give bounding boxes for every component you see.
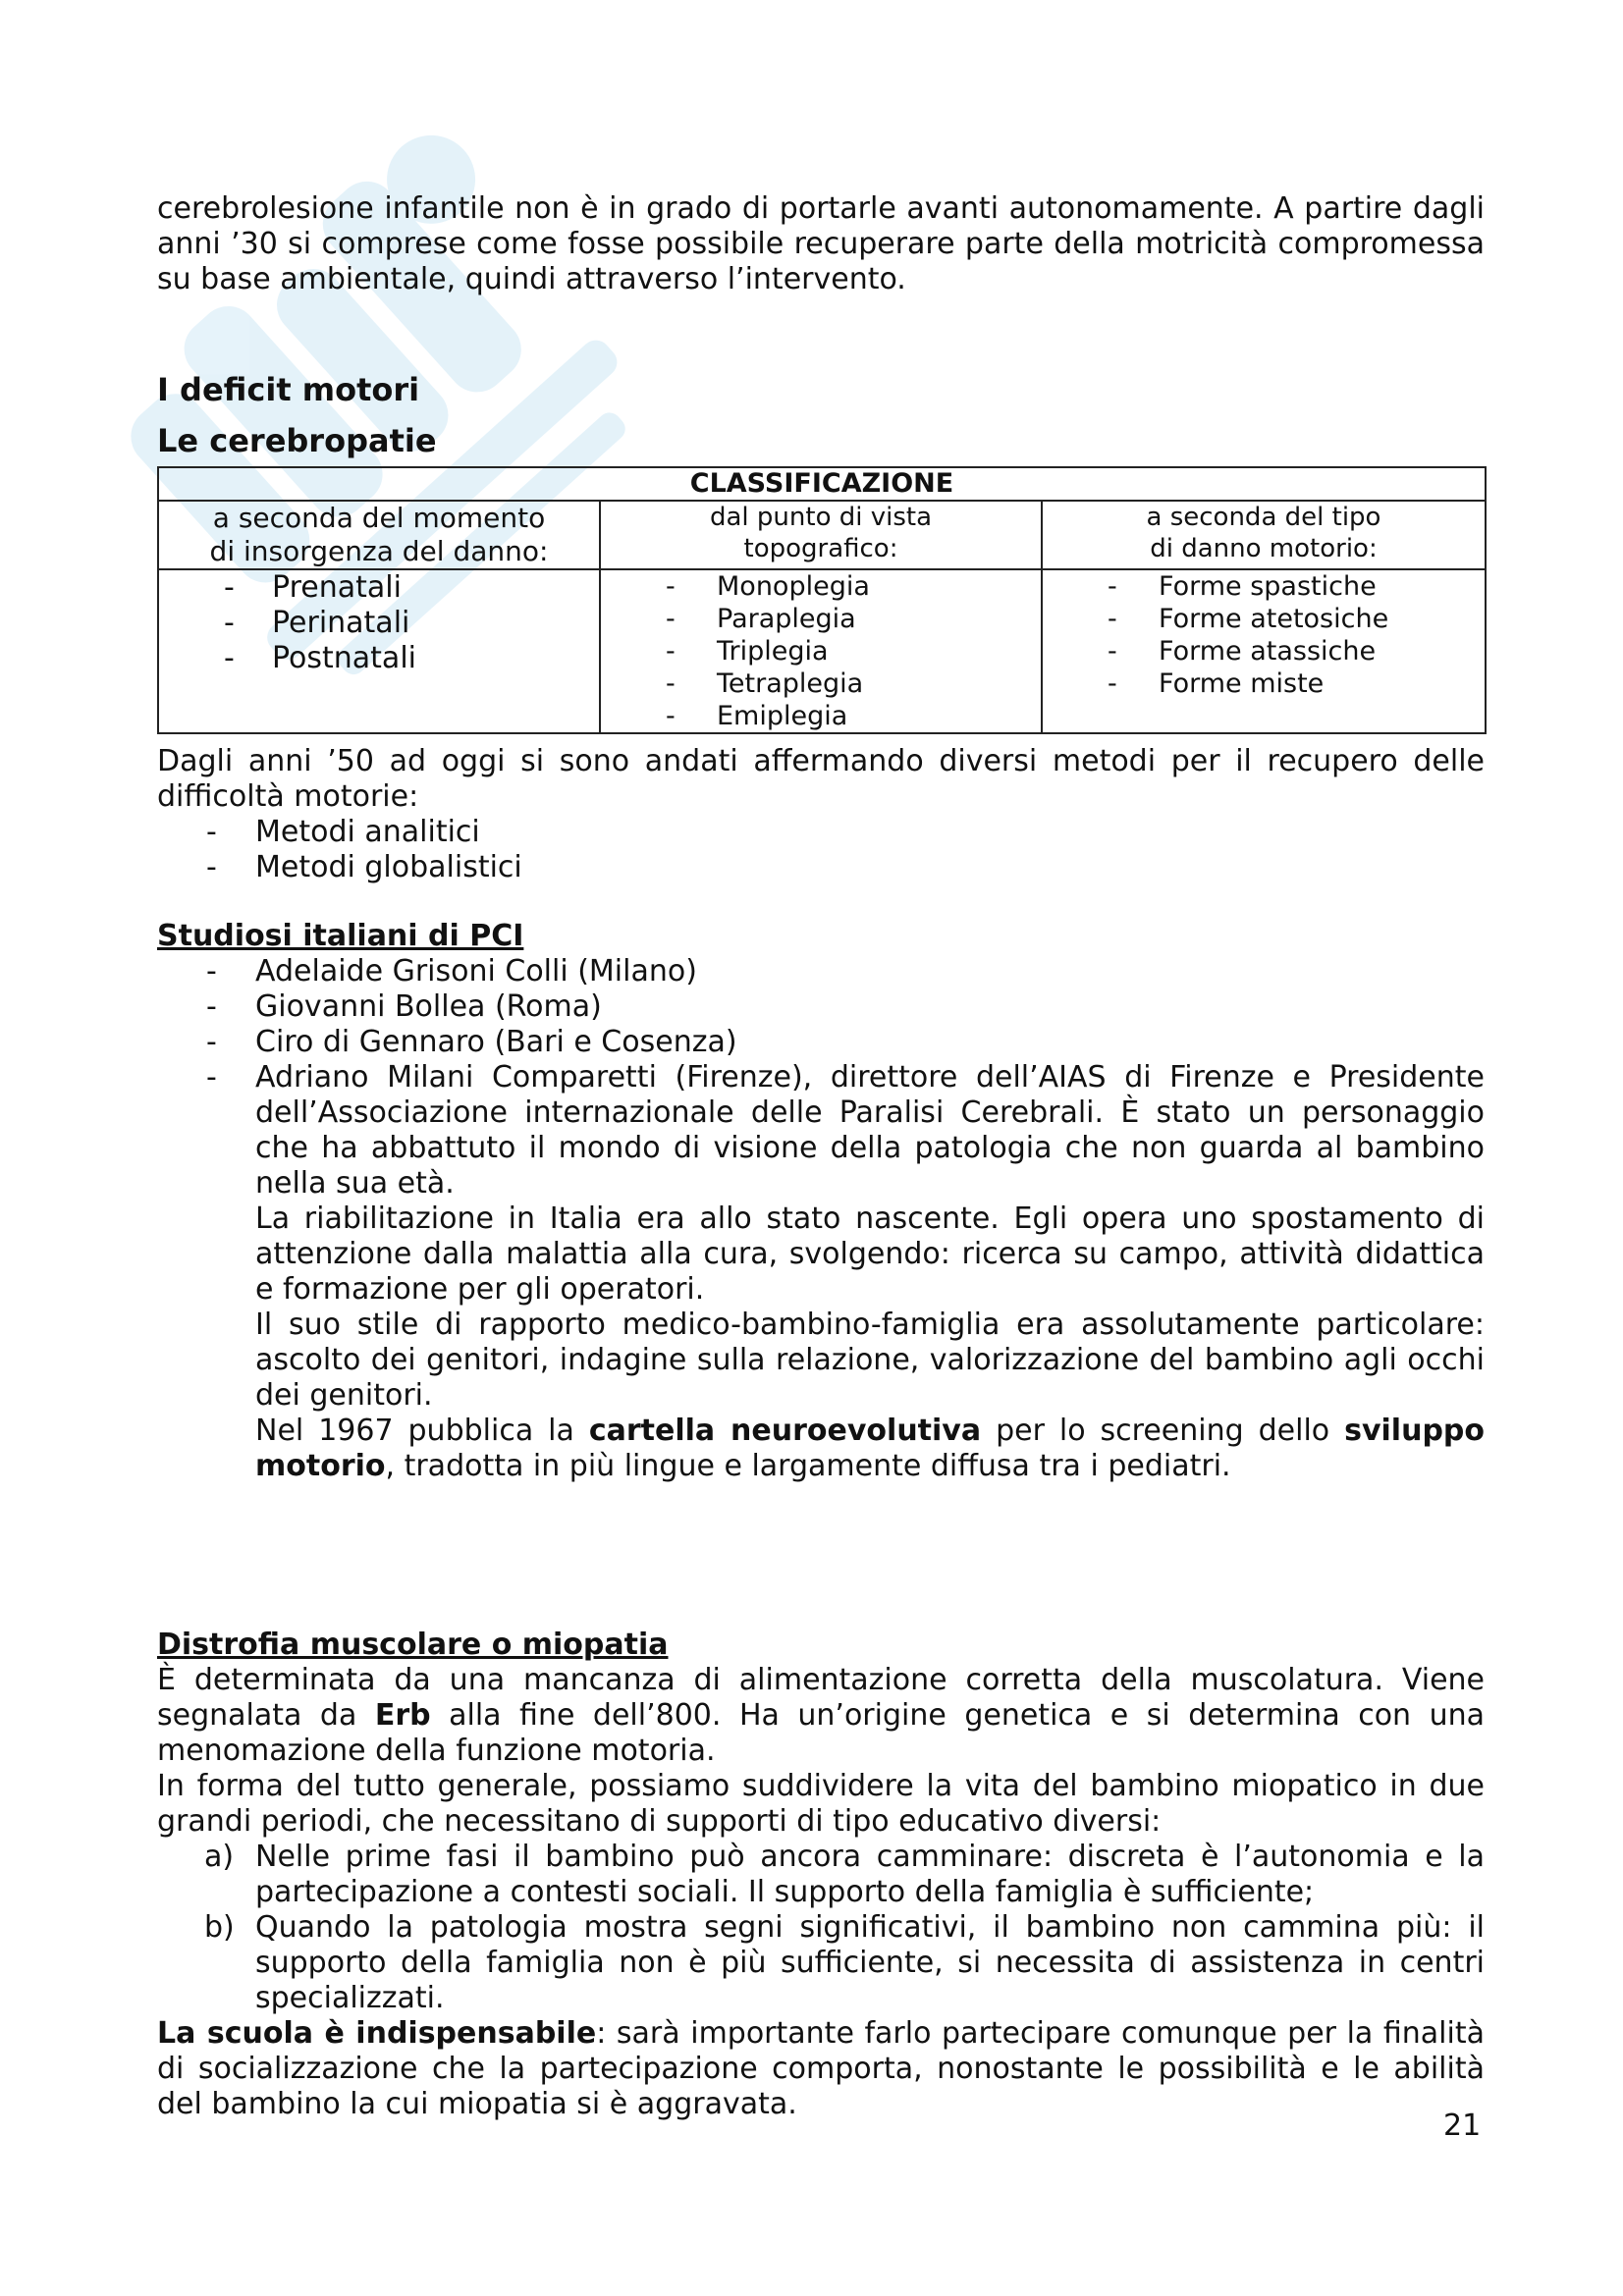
list-item: - Tetraplegia: [666, 668, 864, 699]
studiosi-paragraph-2: Il suo stile di rapporto medico-bambino-famiglia era assolutamente particolare: ascolto dei genitori, indagine sulla relazione, valorizzazione del bambino agli occhi dei genitori.: [255, 1308, 1485, 1413]
list-item: - Giovanni Bollea (Roma): [206, 989, 602, 1024]
methods-list: [157, 815, 1485, 885]
list-item: - Perinatali: [224, 606, 410, 640]
page-number: 21: [1443, 2109, 1482, 2143]
list-item: - Forme atetosiche: [1108, 604, 1389, 634]
classification-table: [157, 466, 1487, 734]
list-item: - Metodi globalistici: [206, 850, 522, 884]
col2-header: dal punto di vista topografico:: [600, 501, 1042, 569]
studiosi-list: [157, 954, 1485, 1201]
methods-paragraph: Dagli anni ’50 ad oggi si sono andati affermando diversi metodi per il recupero delle difficoltà motorie:: [157, 744, 1485, 814]
list-item: - Forme miste: [1108, 668, 1325, 699]
distrofia-heading: Distrofia muscolare o miopatia: [157, 1628, 669, 1662]
col3-cell: [1042, 569, 1486, 733]
studiosi-heading: Studiosi italiani di PCI: [157, 919, 524, 953]
distrofia-paragraph-3: La scuola è indispensabile: sarà importante farlo partecipare comunque per la finalità di socializzazione che la partecipazione comporta, nonostante le possibilità e le abilità del bambino la cui miopatia si è aggravata.: [157, 2016, 1485, 2121]
section-subtitle-cerebropatie: Le cerebropatie: [157, 422, 437, 459]
distrofia-list: [157, 1840, 1485, 2016]
distrofia-paragraph-2: In forma del tutto generale, possiamo suddividere la vita del bambino miopatico in due grandi periodi, che necessitano di supporti di tipo educativo diversi:: [157, 1769, 1485, 1839]
distrofia-paragraph-1: È determinata da una mancanza di alimentazione corretta della muscolatura. Viene segnalata da Erb alla fine dell’800. Ha un’origine genetica e si determina con una menomazione della funzione motoria.: [157, 1663, 1485, 1768]
list-item: - Forme atassiche: [1108, 636, 1377, 667]
bold-term: Erb: [374, 1698, 431, 1733]
list-item: - Adelaide Grisoni Colli (Milano): [206, 954, 697, 988]
table-title: CLASSIFICAZIONE: [158, 467, 1486, 501]
list-item: - Emiplegia: [666, 701, 848, 731]
col3-header: a seconda del tipo di danno motorio:: [1042, 501, 1486, 569]
list-item: - Adriano Milani Comparetti (Firenze), direttore dell’AIAS di Firenze e Presidente dell’Associazione internazionale delle Paralisi Cerebrali. È stato un personaggio che ha abbattuto il mondo di visione della patologia che non guarda al bambino nella sua età.: [206, 1060, 1485, 1201]
list-item: - Metodi analitici: [206, 815, 480, 849]
bold-term: sviluppo motorio: [255, 1414, 1486, 1483]
col2-cell: [600, 569, 1042, 733]
page-content: [157, 191, 1485, 2122]
studiosi-paragraph-1: La riabilitazione in Italia era allo stato nascente. Egli opera uno spostamento di attenzione dalla malattia alla cura, svolgendo: ricerca su campo, attività didattica e formazione per gli operatori.: [255, 1201, 1485, 1307]
list-item: - Monoplegia: [666, 571, 870, 602]
section-title-deficit: I deficit motori: [157, 371, 420, 408]
col1-header: a seconda del momento di insorgenza del danno:: [158, 501, 600, 569]
bold-term: cartella neuroevolutiva: [588, 1414, 982, 1448]
list-item: - Triplegia: [666, 636, 829, 667]
list-item: - Postnatali: [224, 641, 416, 675]
list-item: - Ciro di Gennaro (Bari e Cosenza): [206, 1025, 737, 1059]
list-item: b) Quando la patologia mostra segni significativi, il bambino non cammina più: il supporto della famiglia non è più sufficiente, si necessita di assistenza in centri specializzati.: [204, 1910, 1485, 2015]
col1-cell: [158, 569, 600, 733]
list-item: - Paraplegia: [666, 604, 856, 634]
studiosi-paragraph-3: Nel 1967 pubblica la cartella neuroevolutiva per lo screening dello sviluppo motorio, tradotta in più lingue e largamente diffusa tra i pediatri.: [255, 1414, 1486, 1483]
bold-term: La scuola è indispensabile: [157, 2016, 597, 2051]
list-item: - Forme spastiche: [1108, 571, 1377, 602]
list-item: a) Nelle prime fasi il bambino può ancora camminare: discreta è l’autonomia e la partecipazione a contesti sociali. Il supporto della famiglia è sufficiente;: [204, 1840, 1485, 1909]
list-item: - Prenatali: [224, 570, 402, 605]
intro-paragraph: cerebrolesione infantile non è in grado di portarle avanti autonomamente. A partire dagli anni ’30 si comprese come fosse possibile recuperare parte della motricità compromessa su base ambientale, quindi attraverso l’intervento.: [157, 191, 1485, 296]
